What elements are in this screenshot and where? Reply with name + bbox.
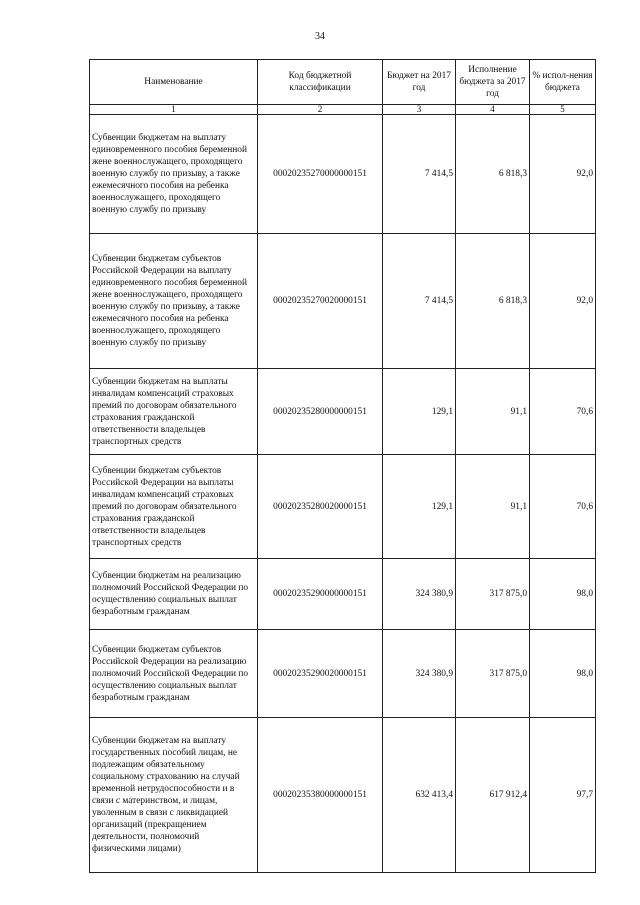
table-row <box>90 115 596 234</box>
row-budget: 129,1 <box>383 455 456 559</box>
row-code: 00020235290020000151 <box>258 630 383 718</box>
column-number: 4 <box>456 105 530 115</box>
row-code: 00020235280000000151 <box>258 369 383 455</box>
row-execution: 617 912,4 <box>456 718 530 873</box>
row-percent: 92,0 <box>530 234 596 369</box>
header-budget: Бюджет на 2017 год <box>383 60 456 105</box>
row-budget: 324 380,9 <box>383 630 456 718</box>
row-name: Субвенции бюджетам на выплату единовременного пособия беременной жене военнослужащего, проходящего военную службу по призыву, а также ежемесячного пособия на ребенка военнослужащего, проходящего военную службу по призыву <box>90 115 258 234</box>
table-row <box>90 455 596 559</box>
row-name: Субвенции бюджетам на реализацию полномочий Российской Федерации по осуществлению социальных выплат безработным гражданам <box>90 559 258 630</box>
row-execution: 91,1 <box>456 369 530 455</box>
header-name: Наименование <box>90 60 258 105</box>
page-number: 34 <box>315 31 325 42</box>
table-row <box>90 234 596 369</box>
header-percent: % испол-нения бюджета <box>530 60 596 105</box>
row-name: Субвенции бюджетам на выплаты инвалидам компенсаций страховых премий по договорам обязательного страхования гражданской ответственности владельцев транспортных средств <box>90 369 258 455</box>
table-row <box>90 718 596 873</box>
row-budget: 324 380,9 <box>383 559 456 630</box>
row-percent: 97,7 <box>530 718 596 873</box>
row-budget: 632 413,4 <box>383 718 456 873</box>
row-execution: 317 875,0 <box>456 559 530 630</box>
row-percent: 70,6 <box>530 369 596 455</box>
budget-table <box>89 59 596 873</box>
table-row <box>90 630 596 718</box>
row-execution: 317 875,0 <box>456 630 530 718</box>
row-percent: 70,6 <box>530 455 596 559</box>
row-percent: 98,0 <box>530 630 596 718</box>
row-code: 00020235270020000151 <box>258 234 383 369</box>
row-execution: 91,1 <box>456 455 530 559</box>
table-row <box>90 369 596 455</box>
row-name: Субвенции бюджетам субъектов Российской Федерации на реализацию полномочий Российской Федерации по осуществлению социальных выплат безработным гражданам <box>90 630 258 718</box>
row-code: 00020235270000000151 <box>258 115 383 234</box>
row-budget: 7 414,5 <box>383 115 456 234</box>
column-number-row <box>90 105 596 115</box>
row-code: 00020235380000000151 <box>258 718 383 873</box>
row-code: 00020235280020000151 <box>258 455 383 559</box>
row-budget: 7 414,5 <box>383 234 456 369</box>
column-number: 5 <box>530 105 596 115</box>
row-name: Субвенции бюджетам на выплату государственных пособий лицам, не подлежащим обязательному социальному страхованию на случай временной нетрудоспособности и в связи с материнством, и лицам, уволенным в связи с ликвидацией организаций (прекращением деятельности, полномочий физическими лицами) <box>90 718 258 873</box>
row-budget: 129,1 <box>383 369 456 455</box>
column-number: 1 <box>90 105 258 115</box>
row-name: Субвенции бюджетам субъектов Российской Федерации на выплаты инвалидам компенсаций страховых премий по договорам обязательного страхования гражданской ответственности владельцев транспортных средств <box>90 455 258 559</box>
row-name: Субвенции бюджетам субъектов Российской Федерации на выплату единовременного пособия беременной жене военнослужащего, проходящего военную службу по призыву, а также ежемесячного пособия на ребенка военнослужащего, проходящего военную службу по призыву <box>90 234 258 369</box>
column-number: 2 <box>258 105 383 115</box>
row-percent: 98,0 <box>530 559 596 630</box>
row-execution: 6 818,3 <box>456 234 530 369</box>
row-percent: 92,0 <box>530 115 596 234</box>
table-row <box>90 559 596 630</box>
table-header-row <box>90 60 596 105</box>
header-code: Код бюджетной классификации <box>258 60 383 105</box>
row-code: 00020235290000000151 <box>258 559 383 630</box>
column-number: 3 <box>383 105 456 115</box>
row-execution: 6 818,3 <box>456 115 530 234</box>
header-execution: Исполнение бюджета за 2017 год <box>456 60 530 105</box>
